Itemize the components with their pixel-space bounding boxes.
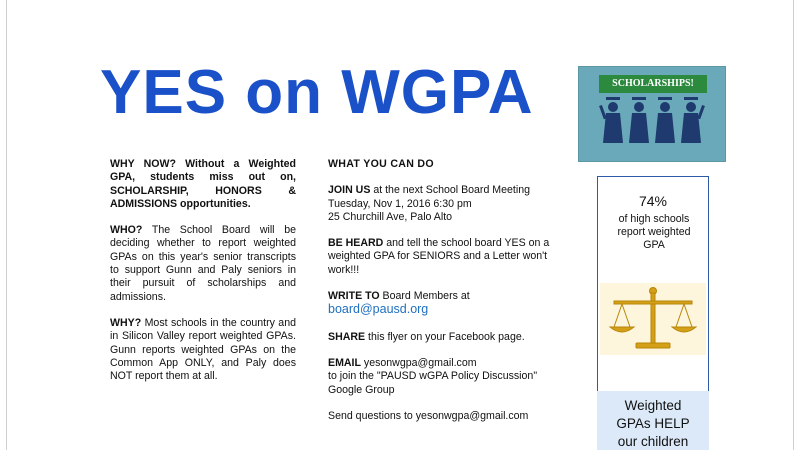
join-text: at the next School Board Meeting	[370, 184, 530, 197]
email-label: EMAIL	[328, 356, 361, 369]
statistic-percent: 74%	[638, 193, 668, 209]
balance-scale-icon	[600, 283, 706, 355]
email-paragraph	[328, 357, 578, 397]
middle-column	[328, 158, 578, 436]
who-text: The School Board will be deciding whether to report weighted GPAs on this year's senior transcripts to support Gunn and Paly seniors in their pursuit of scholarships and admissions.	[110, 224, 296, 303]
heard-text: and tell the school board YES on a weighted GPA for SENIORS and a Letter won't work!!!	[328, 237, 550, 276]
why-now-label: WHY NOW?	[110, 158, 176, 170]
meeting-date: Tuesday, Nov 1, 2016 6:30 pm	[328, 197, 472, 210]
help-line3: our children	[617, 434, 689, 449]
heard-label: BE HEARD	[328, 237, 384, 250]
what-you-can-do-heading: WHAT YOU CAN DO	[328, 158, 434, 170]
email-line3: Google Group	[328, 383, 395, 396]
help-box	[597, 391, 709, 450]
share-text: this flyer on your Facebook page.	[365, 330, 525, 343]
share-label: SHARE	[328, 330, 366, 343]
scholarships-image	[578, 66, 726, 162]
share-paragraph	[328, 331, 578, 344]
write-paragraph	[328, 290, 578, 318]
who-label: WHO?	[110, 224, 143, 237]
scale-panel	[600, 283, 706, 355]
why-label: WHY?	[110, 316, 142, 329]
write-text: Board Members at	[379, 290, 470, 303]
email-line2: to join the "PAUSD wGPA Policy Discussion"	[328, 370, 538, 383]
who-paragraph	[110, 224, 296, 304]
why-paragraph	[110, 317, 296, 383]
write-label: WRITE TO	[328, 290, 380, 303]
email-address: yesonwgpa@gmail.com	[360, 356, 477, 369]
board-email-link[interactable]: board@pausd.org	[328, 302, 429, 317]
headline: YES on WGPA	[100, 58, 534, 127]
graduates-icon	[579, 67, 727, 163]
join-label: JOIN US	[328, 184, 371, 197]
help-line2: GPAs HELP	[616, 416, 690, 431]
heard-paragraph	[328, 237, 578, 277]
why-now-paragraph	[110, 158, 296, 211]
left-column	[110, 158, 296, 396]
help-line1: Weighted	[624, 398, 682, 413]
statistic-label: of high schools report weighted GPA	[617, 213, 691, 251]
questions-line: Send questions to yesonwgpa@gmail.com	[328, 409, 529, 422]
statistic-box	[597, 176, 709, 396]
join-paragraph	[328, 184, 578, 224]
why-text: Most schools in the country and in Silicon Valley report weighted GPAs. Gunn reports weighted GPAs on the Common App ONLY, and Paly does NOT report them at all.	[110, 316, 296, 383]
why-now-text: Without a Weighted GPA, students miss out on, SCHOLARSHIP, HONORS & ADMISSIONS opportunities.	[110, 158, 297, 210]
meeting-address: 25 Churchill Ave, Palo Alto	[328, 210, 453, 223]
scholarships-banner: SCHOLARSHIPS!	[599, 75, 707, 93]
